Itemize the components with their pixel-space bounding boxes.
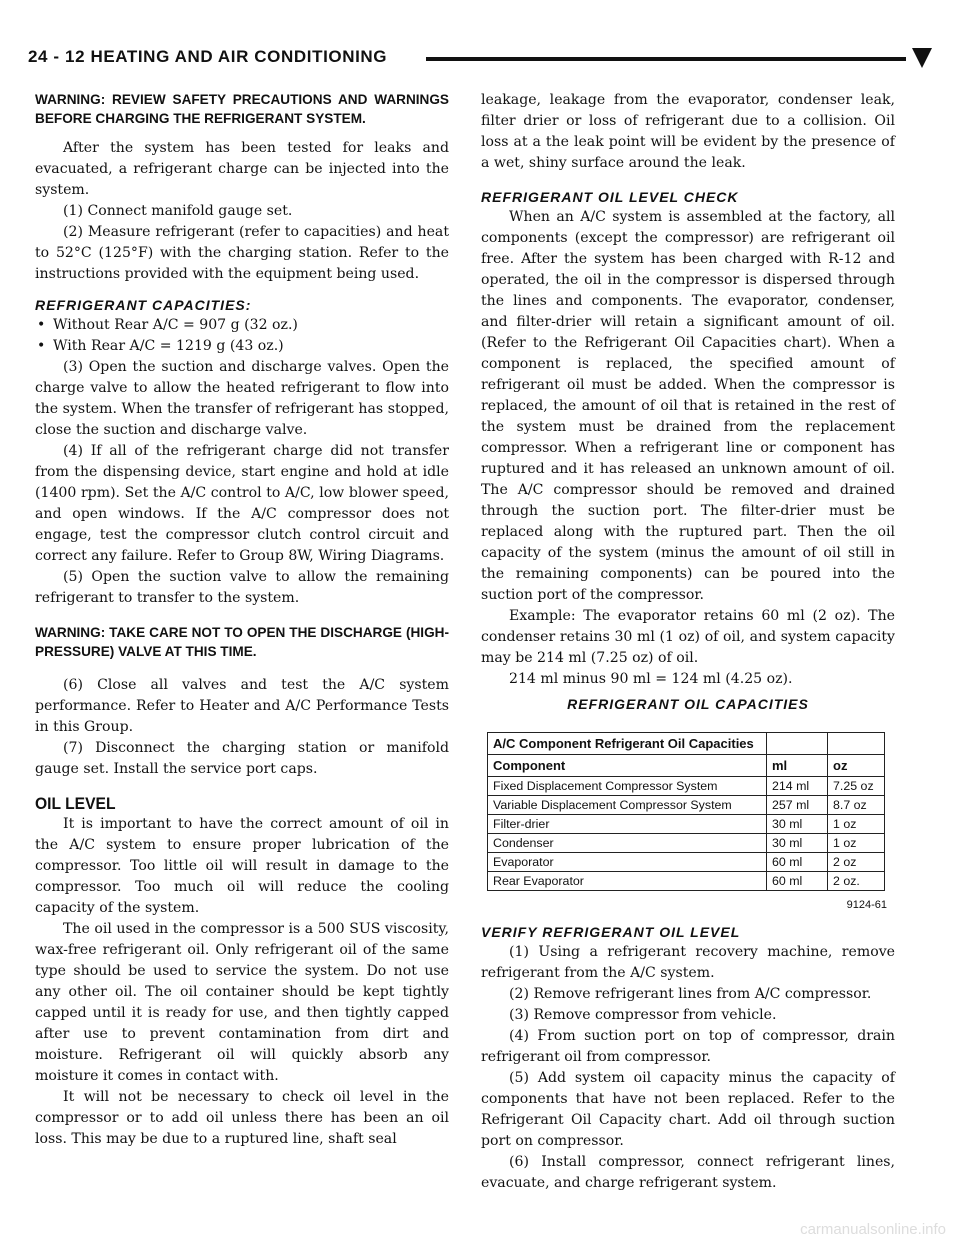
step-1: (1) Connect manifold gauge set.: [63, 203, 293, 219]
figure-id: 9124-61: [846, 899, 887, 911]
capacity-bullet-1: • Without Rear A/C = 907 g (32 oz.): [35, 315, 449, 336]
oil-level-heading: OIL LEVEL: [35, 794, 116, 813]
table-caption-row: [488, 733, 885, 755]
verify-step-3: (3) Remove compressor from vehicle.: [509, 1007, 777, 1023]
header-rule: [426, 57, 906, 61]
check-paragraph: When an A/C system is assembled at the factory, all components (except the compressor) are refrigerant oil free. After the system has been charged with R-12 and operated, the oil in the compressor is dispersed through the lines and components. The evaporator, condenser, and filter-drier will retain a significant amount of oil. (Refer to the Refrigerant Oil Capacities chart). When a component is replaced, the specified amount of refrigerant oil must be added. When the compressor is replaced, the amount of oil that is retained in the rest of the system must be drained from the replacement compressor. When a refrigerant line or component has ruptured and it has released an unknown amount of oil. The A/C compressor should be removed and drained through the suction port. The filter-drier must be replaced along with the ruptured part. Then the oil capacity of the system (minus the amount of oil still in the remaining components) can be poured into the suction port of the compressor.: [481, 209, 895, 603]
table-row: Filter-drier 30 ml 1 oz: [488, 815, 885, 834]
verify-step-2: (2) Remove refrigerant lines from A/C compressor.: [509, 986, 872, 1002]
step-3: (3) Open the suction and discharge valves. Open the charge valve to allow the heated refrigerant to flow into the system. When the transfer of refrigerant has stopped, close the suction and discharge valve.: [35, 359, 449, 438]
warning-discharge-valve: WARNING: TAKE CARE NOT TO OPEN THE DISCHARGE (HIGH-PRESSURE) VALVE AT THIS TIME.: [35, 625, 449, 659]
paragraph: After the system has been tested for leaks and evacuated, a refrigerant charge can be injected into the system.: [35, 140, 449, 198]
verify-step-4: (4) From suction port on top of compressor, drain refrigerant oil from compressor.: [481, 1028, 895, 1065]
oil-capacities-table: [487, 732, 885, 891]
step-2: (2) Measure refrigerant (refer to capacities) and heat to 52°C (125°F) with the charging station. Refer to the instructions provided with the equipment being used.: [35, 224, 449, 282]
table-row: Evaporator 60 ml 2 oz: [488, 853, 885, 872]
col-header-ml: ml: [767, 755, 828, 777]
page-header-title: 24 - 12 HEATING AND AIR CONDITIONING: [28, 47, 388, 66]
continued-paragraph: leakage, leakage from the evaporator, condenser leak, filter drier or loss of refrigerant due to a collision. Oil loss at a the leak point will be evident by the presence of a wet, shiny surface around the leak.: [481, 92, 895, 171]
verify-step-1: (1) Using a refrigerant recovery machine, remove refrigerant from the A/C system.: [481, 944, 895, 981]
table-row: Variable Displacement Compressor System 257 ml 8.7 oz: [488, 796, 885, 815]
table-row: Rear Evaporator 60 ml 2 oz.: [488, 872, 885, 891]
col-header-component: Component: [488, 755, 767, 777]
triangle-logo-icon: [912, 48, 932, 68]
verify-oil-level-heading: VERIFY REFRIGERANT OIL LEVEL: [481, 924, 741, 940]
oil-paragraph-2: The oil used in the compressor is a 500 SUS viscosity, wax-free refrigerant oil. Only refrigerant oil of the same type should be used to service the system. Do not use any other oil. The oil container should be kept tightly capped until it is ready for use, and then tightly capped after use to prevent contamination from dirt and moisture. Refrigerant oil will quickly absorb any moisture it comes in contact with.: [35, 921, 449, 1084]
step-4: (4) If all of the refrigerant charge did not transfer from the dispensing device, start engine and hold at idle (1400 rpm). Set the A/C control to A/C, low blower speed, and open windows. If the A/C compressor does not engage, test the compressor clutch control circuit and correct any failure. Refer to Group 8W, Wiring Diagrams.: [35, 443, 449, 564]
watermark: carmanualsonline.info: [800, 1221, 946, 1238]
step-5: (5) Open the suction valve to allow the remaining refrigerant to transfer to the system.: [35, 569, 449, 606]
example-calculation: 214 ml minus 90 ml = 124 ml (4.25 oz).: [509, 671, 793, 687]
verify-step-5: (5) Add system oil capacity minus the capacity of components that have not been replaced. Refer to the Refrigerant Oil Capacity chart. Add oil through suction port on compressor.: [481, 1070, 895, 1149]
oil-paragraph-1: It is important to have the correct amount of oil in the A/C system to ensure proper lubrication of the compressor. Too little oil will result in damage to the compressor. Too much oil will reduce the cooling capacity of the system.: [35, 816, 449, 916]
capacity-bullet-2: • With Rear A/C = 1219 g (43 oz.): [35, 336, 449, 357]
step-6: (6) Close all valves and test the A/C system performance. Refer to Heater and A/C Performance Tests in this Group.: [35, 677, 449, 735]
right-column: [481, 90, 895, 1194]
table-row: Fixed Displacement Compressor System 214 ml 7.25 oz: [488, 777, 885, 796]
oil-level-check-heading: REFRIGERANT OIL LEVEL CHECK: [481, 189, 739, 205]
left-column: [35, 90, 449, 1150]
example-paragraph: Example: The evaporator retains 60 ml (2 oz). The condenser retains 30 ml (1 oz) of oil, and system capacity may be 214 ml (7.25 oz) of oil.: [481, 608, 895, 666]
warning-charging: WARNING: REVIEW SAFETY PRECAUTIONS AND WARNINGS BEFORE CHARGING THE REFRIGERANT SYSTEM.: [35, 92, 449, 126]
table-row: Condenser 30 ml 1 oz: [488, 834, 885, 853]
col-header-oz: oz: [828, 755, 885, 777]
oil-paragraph-3: It will not be necessary to check oil level in the compressor or to add oil unless there has been an oil loss. This may be due to a ruptured line, shaft seal: [35, 1089, 449, 1147]
oil-capacities-title: REFRIGERANT OIL CAPACITIES: [567, 696, 809, 712]
table-header-row: [488, 755, 885, 777]
table-caption: A/C Component Refrigerant Oil Capacities: [488, 733, 767, 755]
page-header: [28, 38, 932, 78]
oil-capacities-figure: [481, 732, 895, 916]
step-7: (7) Disconnect the charging station or manifold gauge set. Install the service port caps.: [35, 740, 449, 777]
verify-step-6: (6) Install compressor, connect refrigerant lines, evacuate, and charge refrigerant system.: [481, 1154, 895, 1191]
refrigerant-capacities-heading: REFRIGERANT CAPACITIES:: [35, 297, 252, 313]
